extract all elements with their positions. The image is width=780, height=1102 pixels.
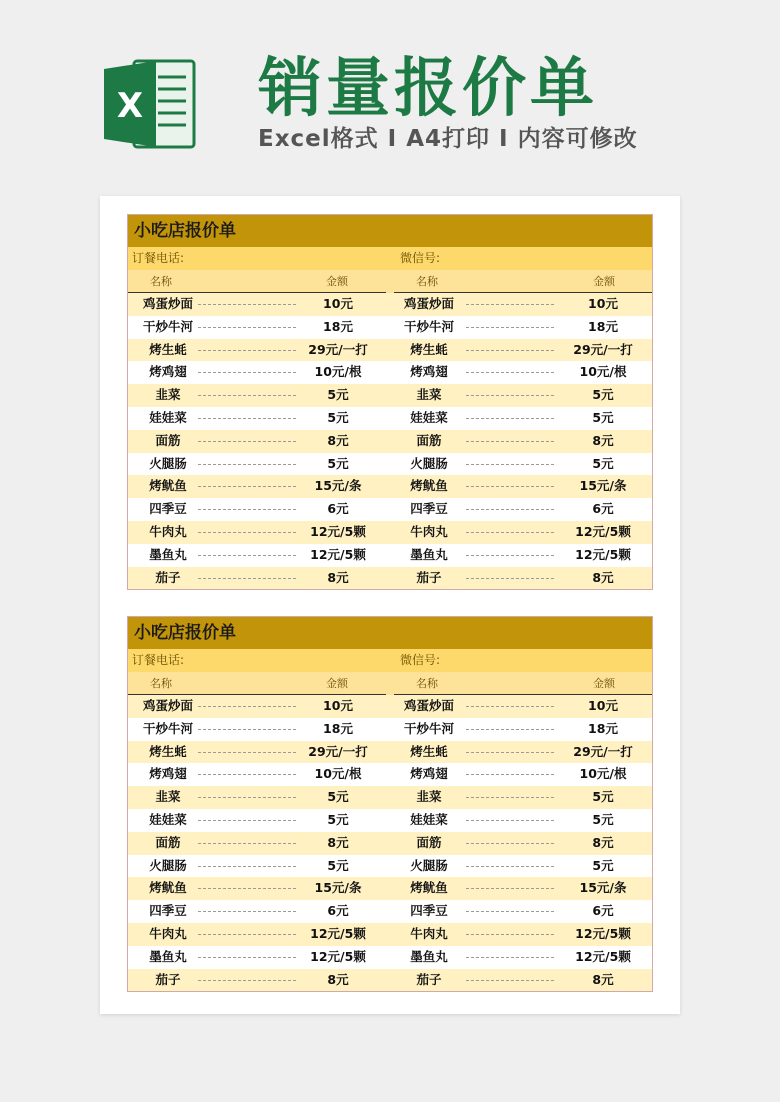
table-row bbox=[128, 430, 652, 453]
item-price: 6元 bbox=[327, 903, 349, 919]
table-row bbox=[128, 946, 652, 969]
item-price: 5元 bbox=[592, 811, 614, 827]
item-name: 烤鸡翅 bbox=[410, 766, 448, 782]
dotted-leader bbox=[198, 843, 296, 844]
dotted-leader bbox=[198, 729, 296, 730]
col-price-header: 金额 bbox=[326, 677, 348, 690]
item-price: 18元 bbox=[323, 318, 353, 334]
col-name-header: 名称 bbox=[416, 677, 438, 690]
item-price: 10元 bbox=[588, 296, 618, 311]
item-name: 娃娃菜 bbox=[149, 409, 187, 425]
item-price: 12元/5颗 bbox=[310, 925, 366, 941]
item-name: 面筋 bbox=[416, 834, 442, 850]
dotted-leader bbox=[466, 866, 554, 867]
item-price: 10元 bbox=[323, 296, 353, 311]
item-name: 火腿肠 bbox=[410, 455, 448, 471]
table-row bbox=[128, 877, 652, 900]
item-name: 茄子 bbox=[416, 569, 442, 585]
item-price: 6元 bbox=[592, 501, 614, 517]
dotted-leader bbox=[198, 774, 296, 775]
dotted-leader bbox=[198, 820, 296, 821]
item-name: 面筋 bbox=[416, 432, 442, 448]
item-price: 12元/5颗 bbox=[575, 925, 631, 941]
table-row bbox=[128, 339, 652, 362]
dotted-leader bbox=[466, 327, 554, 328]
dotted-leader bbox=[466, 934, 554, 935]
dotted-leader bbox=[198, 934, 296, 935]
item-price: 5元 bbox=[592, 387, 614, 403]
dotted-leader bbox=[198, 304, 296, 305]
item-price: 8元 bbox=[592, 432, 614, 448]
column-header-row bbox=[128, 672, 652, 695]
table-row bbox=[128, 786, 652, 809]
dotted-leader bbox=[198, 866, 296, 867]
table-row bbox=[128, 544, 652, 567]
item-name: 墨鱼丸 bbox=[410, 948, 448, 964]
dotted-leader bbox=[466, 304, 554, 305]
item-name: 韭菜 bbox=[155, 789, 181, 805]
table-row bbox=[128, 923, 652, 946]
dotted-leader bbox=[466, 395, 554, 396]
item-price: 8元 bbox=[592, 971, 614, 987]
item-name: 烤鱿鱼 bbox=[410, 880, 448, 896]
table-row bbox=[128, 763, 652, 786]
item-name: 干炒牛河 bbox=[403, 318, 454, 334]
item-price: 8元 bbox=[327, 569, 349, 585]
item-name: 娃娃菜 bbox=[410, 811, 448, 827]
item-name: 烤鸡翅 bbox=[149, 766, 187, 782]
table-row bbox=[128, 316, 652, 339]
item-price: 5元 bbox=[592, 789, 614, 805]
item-price: 29元/一打 bbox=[573, 743, 633, 759]
dotted-leader bbox=[466, 464, 554, 465]
dotted-leader bbox=[466, 418, 554, 419]
table-row bbox=[128, 809, 652, 832]
dotted-leader bbox=[198, 752, 296, 753]
dotted-leader bbox=[466, 820, 554, 821]
item-price: 8元 bbox=[327, 971, 349, 987]
item-name: 烤生蚝 bbox=[410, 743, 448, 759]
dotted-leader bbox=[198, 509, 296, 510]
dotted-leader bbox=[466, 372, 554, 373]
item-price: 5元 bbox=[592, 857, 614, 873]
item-name: 娃娃菜 bbox=[149, 811, 187, 827]
logo-letter: X bbox=[116, 86, 144, 126]
dotted-leader bbox=[198, 911, 296, 912]
table-row bbox=[128, 718, 652, 741]
dotted-leader bbox=[198, 372, 296, 373]
item-price: 6元 bbox=[327, 501, 349, 517]
dotted-leader bbox=[466, 578, 554, 579]
item-price: 8元 bbox=[592, 834, 614, 850]
subtitle: Excel格式 I A4打印 I 内容可修改 bbox=[258, 126, 638, 152]
table-row bbox=[128, 361, 652, 384]
dotted-leader bbox=[466, 555, 554, 556]
item-name: 牛肉丸 bbox=[410, 925, 448, 941]
item-price: 8元 bbox=[327, 432, 349, 448]
col-price-header: 金额 bbox=[326, 275, 348, 288]
main-title: 销量报价单 bbox=[258, 52, 598, 126]
contact-row bbox=[128, 247, 652, 270]
dotted-leader bbox=[198, 418, 296, 419]
item-price: 6元 bbox=[592, 903, 614, 919]
item-price: 12元/5颗 bbox=[310, 948, 366, 964]
item-name: 烤生蚝 bbox=[149, 341, 187, 357]
table-row bbox=[128, 832, 652, 855]
item-name: 茄子 bbox=[155, 569, 181, 585]
table-row bbox=[128, 498, 652, 521]
table-row bbox=[128, 521, 652, 544]
item-price: 5元 bbox=[327, 409, 349, 425]
item-price: 10元/根 bbox=[314, 766, 362, 782]
item-price: 5元 bbox=[327, 811, 349, 827]
item-name: 牛肉丸 bbox=[149, 925, 187, 941]
item-price: 10元/根 bbox=[314, 364, 362, 380]
dotted-leader bbox=[466, 980, 554, 981]
dotted-leader bbox=[198, 327, 296, 328]
price-sheet-2 bbox=[127, 616, 653, 992]
item-name: 烤鱿鱼 bbox=[410, 478, 448, 494]
column-header-row bbox=[128, 270, 652, 293]
dotted-leader bbox=[466, 729, 554, 730]
wechat-label: 微信号: bbox=[400, 251, 441, 265]
item-price: 29元/一打 bbox=[308, 341, 368, 357]
phone-label: 订餐电话: bbox=[132, 251, 185, 265]
item-price: 18元 bbox=[588, 720, 618, 736]
paper-sheet bbox=[100, 196, 680, 1014]
item-name: 烤鱿鱼 bbox=[149, 478, 187, 494]
table-row bbox=[128, 900, 652, 923]
wechat-label: 微信号: bbox=[400, 653, 441, 667]
item-price: 5元 bbox=[327, 789, 349, 805]
table-row bbox=[128, 453, 652, 476]
item-name: 火腿肠 bbox=[149, 455, 187, 471]
item-name: 娃娃菜 bbox=[410, 409, 448, 425]
table-row bbox=[128, 969, 652, 992]
dotted-leader bbox=[198, 395, 296, 396]
dotted-leader bbox=[198, 555, 296, 556]
table-row bbox=[128, 475, 652, 498]
table-row bbox=[128, 855, 652, 878]
item-name: 墨鱼丸 bbox=[149, 546, 187, 562]
col-name-header: 名称 bbox=[150, 677, 172, 690]
item-name: 四季豆 bbox=[149, 903, 187, 919]
item-name: 火腿肠 bbox=[410, 857, 448, 873]
item-name: 鸡蛋炒面 bbox=[403, 698, 454, 713]
table-row bbox=[128, 741, 652, 764]
dotted-leader bbox=[466, 441, 554, 442]
dotted-leader bbox=[466, 843, 554, 844]
excel-logo-icon bbox=[100, 55, 198, 153]
sheet-title: 小吃店报价单 bbox=[128, 215, 652, 247]
item-name: 烤鱿鱼 bbox=[149, 880, 187, 896]
item-price: 10元/根 bbox=[579, 364, 627, 380]
dotted-leader bbox=[466, 532, 554, 533]
item-name: 烤鸡翅 bbox=[149, 364, 187, 380]
item-name: 火腿肠 bbox=[149, 857, 187, 873]
dotted-leader bbox=[466, 911, 554, 912]
dotted-leader bbox=[466, 774, 554, 775]
item-name: 韭菜 bbox=[416, 387, 442, 403]
dotted-leader bbox=[198, 464, 296, 465]
dotted-leader bbox=[466, 888, 554, 889]
table-row bbox=[128, 293, 652, 316]
dotted-leader bbox=[198, 797, 296, 798]
item-name: 茄子 bbox=[155, 971, 181, 987]
contact-row bbox=[128, 649, 652, 672]
page-header bbox=[0, 0, 780, 190]
item-name: 烤生蚝 bbox=[410, 341, 448, 357]
item-name: 烤生蚝 bbox=[149, 743, 187, 759]
dotted-leader bbox=[198, 486, 296, 487]
table-row bbox=[128, 407, 652, 430]
item-price: 15元/条 bbox=[314, 880, 362, 896]
item-price: 10元 bbox=[323, 698, 353, 713]
dotted-leader bbox=[198, 706, 296, 707]
item-name: 韭菜 bbox=[155, 387, 181, 403]
item-name: 牛肉丸 bbox=[410, 523, 448, 539]
item-name: 四季豆 bbox=[149, 501, 187, 517]
dotted-leader bbox=[466, 706, 554, 707]
item-name: 干炒牛河 bbox=[142, 720, 193, 736]
sheet-title: 小吃店报价单 bbox=[128, 617, 652, 649]
item-name: 四季豆 bbox=[410, 501, 448, 517]
table-row bbox=[128, 384, 652, 407]
item-name: 烤鸡翅 bbox=[410, 364, 448, 380]
item-price: 10元/根 bbox=[579, 766, 627, 782]
item-price: 12元/5颗 bbox=[310, 523, 366, 539]
table-row bbox=[128, 695, 652, 718]
dotted-leader bbox=[466, 797, 554, 798]
item-price: 15元/条 bbox=[314, 478, 362, 494]
item-price: 15元/条 bbox=[579, 880, 627, 896]
item-price: 8元 bbox=[327, 834, 349, 850]
price-sheet-1 bbox=[127, 214, 653, 590]
item-name: 鸡蛋炒面 bbox=[142, 698, 193, 713]
dotted-leader bbox=[466, 486, 554, 487]
dotted-leader bbox=[466, 509, 554, 510]
item-price: 10元 bbox=[588, 698, 618, 713]
item-price: 15元/条 bbox=[579, 478, 627, 494]
item-price: 29元/一打 bbox=[573, 341, 633, 357]
item-price: 12元/5颗 bbox=[575, 546, 631, 562]
dotted-leader bbox=[198, 980, 296, 981]
col-name-header: 名称 bbox=[416, 275, 438, 288]
item-price: 12元/5颗 bbox=[310, 546, 366, 562]
dotted-leader bbox=[198, 441, 296, 442]
col-price-header: 金额 bbox=[593, 677, 615, 690]
item-price: 5元 bbox=[327, 455, 349, 471]
phone-label: 订餐电话: bbox=[132, 653, 185, 667]
table-row bbox=[128, 567, 652, 590]
col-name-header: 名称 bbox=[150, 275, 172, 288]
item-name: 墨鱼丸 bbox=[410, 546, 448, 562]
item-name: 干炒牛河 bbox=[142, 318, 193, 334]
dotted-leader bbox=[466, 957, 554, 958]
dotted-leader bbox=[198, 578, 296, 579]
item-price: 12元/5颗 bbox=[575, 948, 631, 964]
item-price: 5元 bbox=[327, 387, 349, 403]
item-name: 干炒牛河 bbox=[403, 720, 454, 736]
item-price: 5元 bbox=[327, 857, 349, 873]
dotted-leader bbox=[198, 888, 296, 889]
dotted-leader bbox=[198, 957, 296, 958]
dotted-leader bbox=[198, 532, 296, 533]
dotted-leader bbox=[466, 350, 554, 351]
item-price: 5元 bbox=[592, 409, 614, 425]
item-name: 面筋 bbox=[155, 432, 181, 448]
dotted-leader bbox=[198, 350, 296, 351]
item-price: 29元/一打 bbox=[308, 743, 368, 759]
item-name: 鸡蛋炒面 bbox=[142, 296, 193, 311]
item-name: 墨鱼丸 bbox=[149, 948, 187, 964]
item-price: 8元 bbox=[592, 569, 614, 585]
item-price: 5元 bbox=[592, 455, 614, 471]
item-name: 茄子 bbox=[416, 971, 442, 987]
item-name: 牛肉丸 bbox=[149, 523, 187, 539]
item-price: 18元 bbox=[323, 720, 353, 736]
item-name: 韭菜 bbox=[416, 789, 442, 805]
item-price: 12元/5颗 bbox=[575, 523, 631, 539]
col-price-header: 金额 bbox=[593, 275, 615, 288]
item-name: 面筋 bbox=[155, 834, 181, 850]
item-name: 鸡蛋炒面 bbox=[403, 296, 454, 311]
dotted-leader bbox=[466, 752, 554, 753]
item-name: 四季豆 bbox=[410, 903, 448, 919]
item-price: 18元 bbox=[588, 318, 618, 334]
